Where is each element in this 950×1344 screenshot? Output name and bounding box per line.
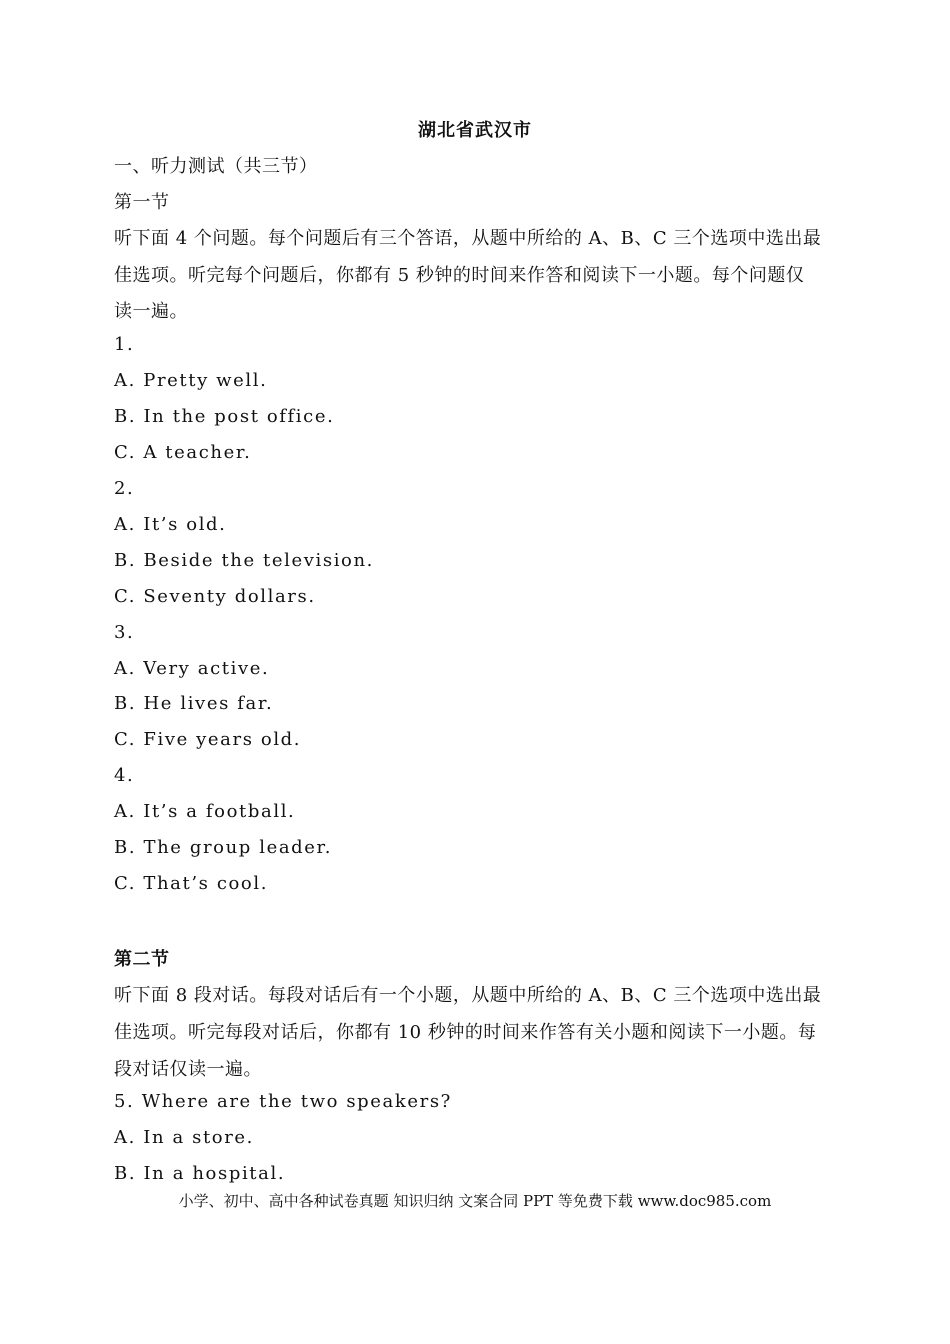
question-4-option-c: C. That’s cool.: [114, 873, 269, 894]
question-1-option-c: C. A teacher.: [114, 442, 252, 463]
question-3-option-c: C. Five years old.: [114, 729, 302, 750]
question-2-option-c: C. Seventy dollars.: [114, 586, 316, 607]
section-heading-listening: 一、听力测试（共三节）: [114, 156, 318, 177]
part2-instruction-line3: 段对话仅读一遍。: [114, 1059, 262, 1080]
question-3-option-b: B. He lives far.: [114, 693, 274, 714]
question-2-number: 2.: [114, 478, 135, 499]
question-1-option-a: A. Pretty well.: [114, 370, 268, 391]
part1-heading: 第一节: [114, 192, 170, 213]
question-5-option-a: A. In a store.: [114, 1127, 255, 1148]
part1-instruction-line2: 佳选项。听完每个问题后，你都有 5 秒钟的时间来作答和阅读下一小题。每个问题仅: [114, 265, 805, 286]
part2-instruction-line1: 听下面 8 段对话。每段对话后有一个小题，从题中所给的 A、B、C 三个选项中选出最: [114, 985, 822, 1006]
question-4-option-a: A. It’s a football.: [114, 801, 296, 822]
page-title: 湖北省武汉市: [418, 120, 532, 141]
part2-heading: 第二节: [114, 949, 170, 970]
part1-instruction-line3: 读一遍。: [114, 301, 188, 322]
question-3-option-a: A. Very active.: [114, 658, 270, 679]
question-1-number: 1.: [114, 334, 135, 355]
question-4-number: 4.: [114, 765, 135, 786]
question-2-option-b: B. Beside the television.: [114, 550, 375, 571]
part1-instruction-line1: 听下面 4 个问题。每个问题后有三个答语，从题中所给的 A、B、C 三个选项中选出最: [114, 228, 822, 249]
part2-instruction-line2: 佳选项。听完每段对话后，你都有 10 秒钟的时间来作答有关小题和阅读下一小题。每: [114, 1022, 817, 1043]
question-4-option-b: B. The group leader.: [114, 837, 333, 858]
question-2-option-a: A. It’s old.: [114, 514, 227, 535]
question-3-number: 3.: [114, 622, 135, 643]
question-5-option-b: B. In a hospital.: [114, 1163, 286, 1184]
question-1-option-b: B. In the post office.: [114, 406, 335, 427]
page-footer: 小学、初中、高中各种试卷真题 知识归纳 文案合同 PPT 等免费下载 www.doc985.com: [178, 1192, 772, 1210]
question-5-stem: 5. Where are the two speakers?: [114, 1091, 452, 1112]
